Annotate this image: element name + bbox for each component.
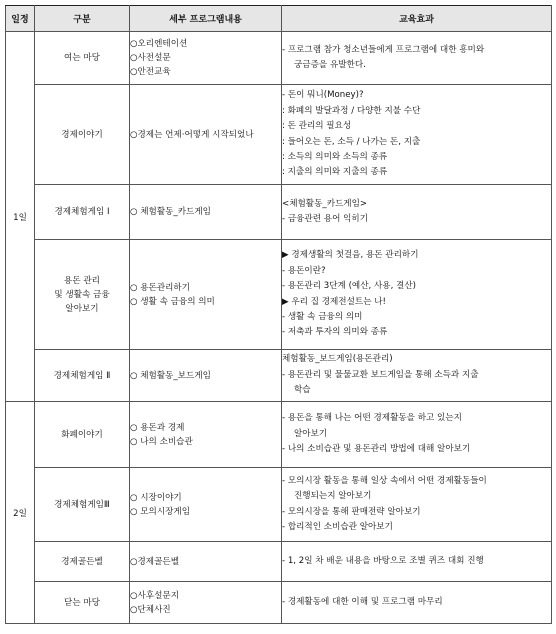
effect-cell xyxy=(282,468,552,542)
effect-line: : 지출의 의미와 지출의 종류 xyxy=(282,167,388,178)
effect-line: - 금융관련 용어 익히기 xyxy=(282,214,369,224)
effect-line: - 모의시장을 통해 판매전략 알아보기 xyxy=(282,506,421,517)
effect-line: 학습 xyxy=(294,385,311,396)
effect-line: : 돈 관리의 필요성 xyxy=(282,121,352,132)
effect-cell xyxy=(282,32,552,85)
effect-line: - 나의 소비습관 및 용돈관리 방법에 대해 알아보기 xyxy=(282,444,471,455)
day-cell-1: 1일 xyxy=(6,32,35,402)
program-cell xyxy=(130,240,282,350)
program-item: ○ 모의시장게임 xyxy=(130,506,191,517)
program-item: ○경제골든벨 xyxy=(130,556,180,567)
effect-cell xyxy=(282,85,552,185)
table-row xyxy=(6,350,552,402)
program-item: ○ 생활 속 금융의 의미 xyxy=(130,296,215,307)
effect-cell xyxy=(282,185,552,240)
header-category: 구분 xyxy=(35,6,130,32)
category-cell: 화폐이야기 xyxy=(35,402,130,468)
category-cell: 닫는 마당 xyxy=(35,582,130,624)
category-cell: 경제이야기 xyxy=(35,85,130,185)
effect-line: - 돈이 뭐니(Money)? xyxy=(282,90,364,101)
program-item: ○ 용돈과 경제 xyxy=(130,422,185,433)
program-item: ○ 체험활동_카드게임 xyxy=(130,207,211,217)
program-item: ○경제는 언제·어떻게 시작되었나 xyxy=(130,129,254,140)
table-row xyxy=(6,582,552,624)
header-education-effect: 교육효과 xyxy=(282,6,552,32)
effect-cell xyxy=(282,240,552,350)
program-item: ○단체사진 xyxy=(130,604,171,615)
effect-line: - 합리적인 소비습관 알아보기 xyxy=(282,521,393,532)
table-row xyxy=(6,468,552,542)
program-cell xyxy=(130,542,282,582)
effect-line: - 경제활동에 대한 이해 및 프로그램 마무리 xyxy=(282,596,443,607)
effect-line: 체험활동_보드게임(용돈관리) xyxy=(282,354,393,365)
table-row xyxy=(6,402,552,468)
table-row xyxy=(6,32,552,85)
program-item: ○ 시장이야기 xyxy=(130,492,182,503)
program-item: ○사전설문 xyxy=(130,53,171,63)
program-cell xyxy=(130,85,282,185)
effect-cell xyxy=(282,542,552,582)
effect-line: 진행되는지 알아보기 xyxy=(294,491,372,502)
effect-line: - 생활 속 금융의 의미 xyxy=(282,311,363,322)
program-item: ○오리엔테이션 xyxy=(130,39,188,49)
table-row xyxy=(6,185,552,240)
table-row xyxy=(6,240,552,350)
program-item: ○사후설문지 xyxy=(130,590,180,601)
category-cell: 여는 마당 xyxy=(35,32,130,85)
effect-line: - 저축과 투자의 의미와 종류 xyxy=(282,327,388,338)
effect-line: : 들어오는 돈, 소득 / 나가는 돈, 지출 xyxy=(282,136,421,147)
effect-line: - 용돈관리 및 물물교환 보드게임을 통해 소득과 지출 xyxy=(282,369,479,380)
effect-line: - 프로그램 참가 청소년들에게 프로그램에 대한 흥미와 xyxy=(282,44,485,55)
category-line: 용돈 관리 xyxy=(64,275,100,286)
effect-line: - 용돈관리 3단계 (예산, 사용, 결산) xyxy=(282,281,417,292)
day-cell-2: 2일 xyxy=(6,402,35,624)
program-item: ○안전교육 xyxy=(130,67,171,77)
table-row xyxy=(6,85,552,185)
program-cell xyxy=(130,350,282,402)
effect-line: ▶ 경제생활의 첫걸음, 용돈 관리하기 xyxy=(282,250,419,261)
effect-line: - 모의시장 활동을 통해 일상 속에서 어떤 경제활동들이 xyxy=(282,475,487,486)
header-row xyxy=(6,6,552,32)
effect-cell xyxy=(282,350,552,402)
category-line: 알아보기 xyxy=(65,303,99,314)
effect-line: ▶ 우리 집 경제전설트는 나! xyxy=(282,296,386,307)
effect-line: : 소득의 의미와 소득의 종류 xyxy=(282,151,388,162)
program-cell xyxy=(130,582,282,624)
table-row xyxy=(6,542,552,582)
category-cell xyxy=(35,240,130,350)
program-cell xyxy=(130,402,282,468)
effect-line: <체험활동_카드게임> xyxy=(282,198,368,209)
program-cell xyxy=(130,185,282,240)
effect-line: - 1, 2일 차 배운 내용을 바탕으로 조별 퀴즈 대회 진행 xyxy=(282,555,484,566)
category-cell: 경제체험게임Ⅲ xyxy=(35,468,130,542)
effect-cell xyxy=(282,402,552,468)
category-cell: 경제체험게임 Ⅰ xyxy=(35,185,130,240)
program-item: ○ 나의 소비습관 xyxy=(130,436,193,447)
effect-line: - 용돈을 통해 나는 어떤 경제활동을 하고 있는지 xyxy=(282,413,462,424)
program-item: ○ 용돈관리하기 xyxy=(130,282,191,293)
effect-line: 궁금증을 유발한다. xyxy=(294,60,366,70)
effect-line: - 용돈이란? xyxy=(282,265,326,276)
category-cell: 경제체험게임 Ⅱ xyxy=(35,350,130,402)
program-schedule-table xyxy=(5,5,552,624)
category-line: 및 생활속 금융 xyxy=(54,289,110,300)
category-cell: 경제골든벨 xyxy=(35,542,130,582)
effect-line: : 화폐의 발달과정 / 다양한 지불 수단 xyxy=(282,105,421,116)
program-cell xyxy=(130,32,282,85)
effect-cell xyxy=(282,582,552,624)
program-cell xyxy=(130,468,282,542)
header-program-details: 세부 프로그램내용 xyxy=(130,6,282,32)
effect-line: 알아보기 xyxy=(294,428,328,439)
program-item: ○ 체험활동_보드게임 xyxy=(130,370,211,381)
header-schedule: 일정 xyxy=(6,6,35,32)
